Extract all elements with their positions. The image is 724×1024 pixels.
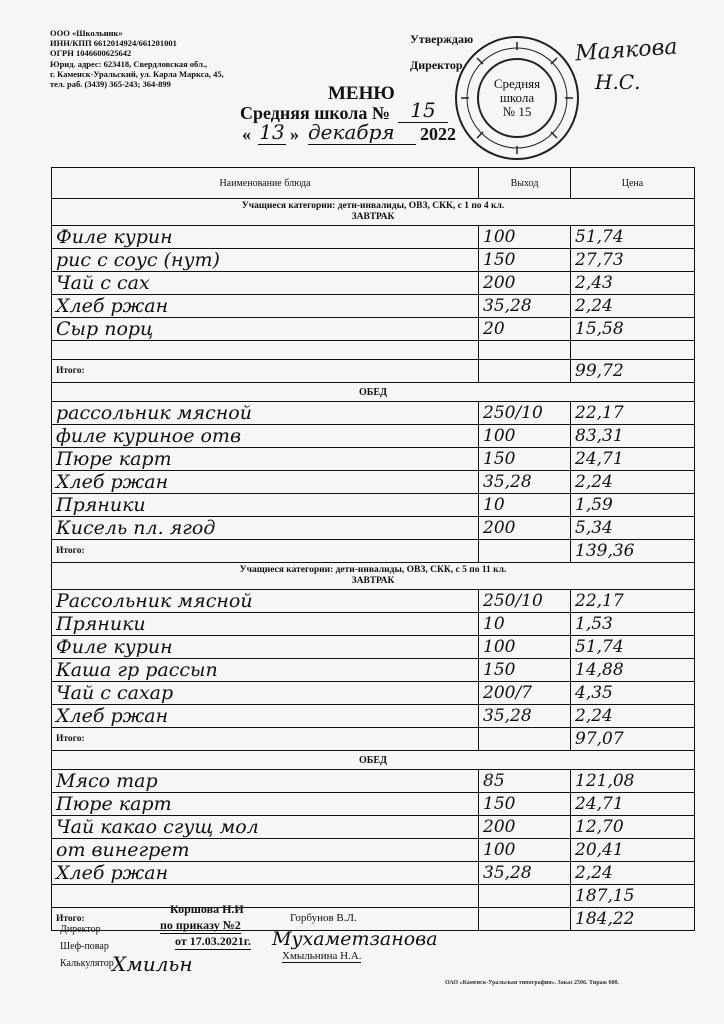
- dish-name: Пюре карт: [52, 793, 479, 816]
- date-day: 13: [259, 120, 285, 144]
- dish-output: 100: [479, 636, 571, 659]
- org-address-1: Юрид. адрес: 623418, Свердловская обл.,: [50, 58, 208, 69]
- total-row: [52, 540, 695, 563]
- dish-name: Чай с сахар: [52, 682, 479, 705]
- dish-price: 15,58: [571, 318, 695, 341]
- approve-label: Утверждаю: [410, 32, 474, 46]
- total-row: [52, 728, 695, 751]
- school-number: 15: [398, 98, 448, 123]
- dish-name: Хлеб ржан: [52, 471, 479, 494]
- meal-label: ЗАВТРАК: [351, 212, 395, 222]
- column-header-price: Цена: [571, 168, 695, 199]
- meal-label: ОБЕД: [52, 383, 695, 402]
- dish-name: Хлеб ржан: [52, 295, 479, 318]
- calc-signature: Хмильн: [112, 952, 193, 976]
- total-label: Итого:: [52, 540, 479, 563]
- table-row: [52, 613, 695, 636]
- total-value: 99,72: [571, 360, 695, 383]
- dish-name: Пряники: [52, 613, 479, 636]
- dish-name: рис с соус (нут): [52, 249, 479, 272]
- total-value: 97,07: [571, 728, 695, 751]
- table-row: [52, 862, 695, 885]
- table-row: [52, 402, 695, 425]
- dish-price: 2,24: [571, 471, 695, 494]
- order-name: Коршова Н.И: [170, 902, 244, 916]
- dish-price: 22,17: [571, 590, 695, 613]
- org-phone: тел. раб. (3439) 365-243; 364-899: [50, 79, 171, 90]
- stamp-line-1: Средняя: [493, 76, 541, 91]
- menu-table: [51, 167, 695, 931]
- dish-price: 24,71: [571, 448, 695, 471]
- dish-name: филе куриное отв: [52, 425, 479, 448]
- date-close-quote: »: [290, 124, 299, 144]
- printer-footer: ОАО «Каменск-Уральская типография». Заказ 2506. Тираж 600.: [445, 980, 619, 986]
- sig-chef-label: Шеф-повар: [60, 941, 109, 952]
- column-header-output: Выход: [479, 168, 571, 199]
- table-row: [52, 249, 695, 272]
- table-row: [52, 448, 695, 471]
- school-stamp: [455, 36, 579, 160]
- dish-name: Каша гр рассып: [52, 659, 479, 682]
- dish-output: 200: [479, 272, 571, 295]
- dish-name: Хлеб ржан: [52, 705, 479, 728]
- category-row: [52, 199, 695, 226]
- dish-name: Хлеб ржан: [52, 862, 479, 885]
- dish-output: 150: [479, 659, 571, 682]
- dish-name: Пюре карт: [52, 448, 479, 471]
- dish-price: 24,71: [571, 793, 695, 816]
- table-row: [52, 636, 695, 659]
- dish-output: 100: [479, 839, 571, 862]
- table-row: [52, 494, 695, 517]
- table-row: [52, 793, 695, 816]
- dish-name: [52, 885, 479, 908]
- dish-price: 1,59: [571, 494, 695, 517]
- table-row: [52, 770, 695, 793]
- organization-info: [50, 28, 224, 89]
- table-row: [52, 659, 695, 682]
- total-row: [52, 360, 695, 383]
- total-label: Итого:: [52, 908, 479, 931]
- stamp-line-3: № 15: [502, 104, 532, 119]
- date-month: декабря: [308, 120, 416, 145]
- dish-price: 2,24: [571, 295, 695, 318]
- org-inn: ИНН/КПП 6612014924/661201001: [50, 38, 177, 49]
- table-row: [52, 471, 695, 494]
- table-row: [52, 590, 695, 613]
- total-value: 139,36: [571, 540, 695, 563]
- director-signature: Маякова: [574, 34, 679, 67]
- order-text: по приказу №2: [160, 918, 241, 932]
- dish-name: рассольник мясной: [52, 402, 479, 425]
- dish-name: Кисель пл. ягод: [52, 517, 479, 540]
- table-row: [52, 318, 695, 341]
- org-address-2: г. Каменск-Уральский, ул. Карла Маркса, 45,: [50, 68, 224, 79]
- table-row: [52, 885, 695, 908]
- column-header-dish: Наименование блюда: [52, 168, 479, 199]
- meal-row: [52, 383, 695, 402]
- blank-row: [52, 341, 695, 360]
- stamp-center: [477, 58, 557, 138]
- school-label: Средняя школа №: [240, 103, 390, 123]
- table-row: [52, 226, 695, 249]
- approval-director-label: Директор: [410, 58, 463, 72]
- dish-name: Филе курин: [52, 636, 479, 659]
- dish-output: 200/7: [479, 682, 571, 705]
- dish-price: 2,24: [571, 705, 695, 728]
- meal-label: ОБЕД: [52, 751, 695, 770]
- table-row: [52, 272, 695, 295]
- dish-name: Чай какао сгущ мол: [52, 816, 479, 839]
- dish-output: 150: [479, 793, 571, 816]
- table-row: [52, 816, 695, 839]
- dish-price: 2,24: [571, 862, 695, 885]
- dish-output: 250/10: [479, 590, 571, 613]
- sig-director-label: Директор: [60, 924, 101, 935]
- total-label: Итого:: [52, 728, 479, 751]
- dish-price: 51,74: [571, 226, 695, 249]
- sig-calc-label: Калькулятор: [60, 958, 114, 969]
- table-row: [52, 295, 695, 318]
- dish-price: 121,08: [571, 770, 695, 793]
- dish-price: 4,35: [571, 682, 695, 705]
- table-row: [52, 839, 695, 862]
- table-row: [52, 705, 695, 728]
- dish-output: 150: [479, 448, 571, 471]
- dish-output: 200: [479, 517, 571, 540]
- dish-output: 10: [479, 613, 571, 636]
- dish-output: 200: [479, 816, 571, 839]
- dish-output: 35,28: [479, 295, 571, 318]
- dish-output: 150: [479, 249, 571, 272]
- dish-price: 1,53: [571, 613, 695, 636]
- dish-name: Пряники: [52, 494, 479, 517]
- org-ogrn: ОГРН 1046600625642: [50, 48, 132, 59]
- calc-name: Хмыльнина Н.А.: [282, 950, 362, 962]
- category-label: Учащиеся категории: дети-инвалиды, ОВЗ, СКК, с 5 по 11 кл.: [239, 565, 507, 575]
- dish-name: от винегрет: [52, 839, 479, 862]
- table-row: [52, 425, 695, 448]
- dish-price: 12,70: [571, 816, 695, 839]
- dish-output: 20: [479, 318, 571, 341]
- dish-name: Филе курин: [52, 226, 479, 249]
- order-date: от 17.03.2021г.: [175, 934, 251, 948]
- dish-output: [479, 885, 571, 908]
- date-open-quote: «: [242, 124, 251, 144]
- dish-name: Чай с сах: [52, 272, 479, 295]
- meal-row: [52, 751, 695, 770]
- table-row: [52, 682, 695, 705]
- category-label: Учащиеся категории: дети-инвалиды, ОВЗ, СКК, с 1 по 4 кл.: [241, 201, 505, 211]
- dish-output: 250/10: [479, 402, 571, 425]
- table-row: [52, 517, 695, 540]
- table-header-row: [52, 168, 695, 199]
- dish-name: Рассольник мясной: [52, 590, 479, 613]
- date-year: 2022: [420, 124, 456, 144]
- dish-output: 35,28: [479, 862, 571, 885]
- stamp-line-2: школа: [499, 90, 535, 105]
- org-name: ООО «Школьник»: [50, 28, 123, 38]
- dish-price: 27,73: [571, 249, 695, 272]
- dish-output: 85: [479, 770, 571, 793]
- meal-label: ЗАВТРАК: [351, 576, 395, 586]
- dish-price: 51,74: [571, 636, 695, 659]
- dish-output: 100: [479, 226, 571, 249]
- dish-output: 35,28: [479, 471, 571, 494]
- dish-price: 5,34: [571, 517, 695, 540]
- menu-title: МЕНЮ: [328, 83, 395, 104]
- total-value: 184,22: [571, 908, 695, 931]
- dish-name: Сыр порц: [52, 318, 479, 341]
- dish-price: 22,17: [571, 402, 695, 425]
- dish-price: 2,43: [571, 272, 695, 295]
- dish-output: 35,28: [479, 705, 571, 728]
- dish-price: 20,41: [571, 839, 695, 862]
- director-initials: Н.С.: [595, 70, 641, 94]
- director-name: Горбунов В.Л.: [290, 912, 357, 924]
- dish-price: 14,88: [571, 659, 695, 682]
- chef-signature: Мухаметзанова: [272, 928, 438, 950]
- dish-output: 100: [479, 425, 571, 448]
- category-row: [52, 563, 695, 590]
- dish-price: 83,31: [571, 425, 695, 448]
- dish-price: 187,15: [571, 885, 695, 908]
- dish-output: 10: [479, 494, 571, 517]
- dish-name: Мясо тар: [52, 770, 479, 793]
- total-label: Итого:: [52, 360, 479, 383]
